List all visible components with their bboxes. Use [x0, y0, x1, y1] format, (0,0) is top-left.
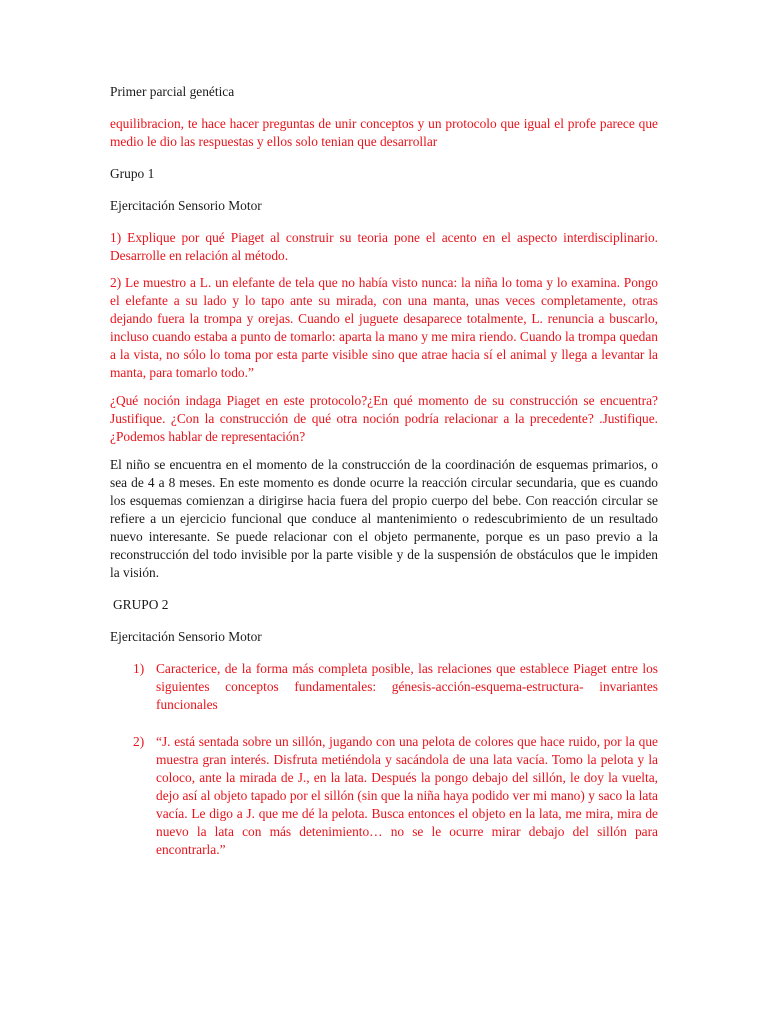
intro-note: equilibracion, te hace hacer preguntas de unir conceptos y un protocolo que igual el profe parece que medio le dio las respuestas y ellos solo tenian que desarrollar — [110, 116, 658, 149]
group2-question-2 — [110, 733, 658, 859]
document-body — [110, 83, 658, 859]
doc-title: Primer parcial genética — [110, 84, 235, 99]
group2-question-1 — [110, 660, 658, 714]
group1-question-3: ¿Qué noción indaga Piaget en este protocolo?¿En qué momento de su construcción se encuentra? Justifique. ¿Con la construcción de qué otra noción podría relacionar a la precedente? .Justifique. ¿Podemos hablar de representación? — [110, 393, 658, 444]
group2-question-2-number: 2) — [133, 734, 145, 749]
group1-answer: El niño se encuentra en el momento de la construcción de la coordinación de esquemas primarios, o sea de 4 a 8 meses. En este momento es donde ocurre la reacción circular secundaria, que es cuando los esquemas comienzan a dirigirse hacia fuera del propio cuerpo del bebe. Con reacción circular se refiere a un ejercicio funcional que conduce al mantenimiento o redescubrimiento de un resultado nuevo interesante. Se puede relacionar con el objeto permanente, porque es un paso previo a la reconstrucción del todo invisible por la parte visible y de la suspensión de obstáculos que le impiden la visión. — [110, 457, 658, 580]
group1-subtitle: Ejercitación Sensorio Motor — [110, 198, 262, 213]
group2-question-list — [110, 660, 658, 859]
group2-subtitle: Ejercitación Sensorio Motor — [110, 629, 262, 644]
group2-question-1-number: 1) — [133, 661, 145, 676]
group1-title: Grupo 1 — [110, 166, 155, 181]
group2-question-2-text: “J. está sentada sobre un sillón, jugando con una pelota de colores que hace ruido, por la que muestra gran interés. Disfruta metiéndola y sacándola de una lata vacía. Tomo la pelota y la coloco, ante la mirada de J., en la lata. Después la pongo debajo del sillón, le doy la vuelta, dejo así al objeto tapado por el sillón (sin que la niña haya podido ver mi mano) y saco la lata vacía. Le digo a J. que me dé la pelota. Busca entonces el objeto en la lata, me mira, mira de nuevo la lata con más detenimiento… no se le ocurre mirar debajo del sillón para encontrarla.” — [156, 734, 658, 857]
group1-question-1: 1) Explique por qué Piaget al construir su teoria pone el acento en el aspecto interdisciplinario. Desarrolle en relación al método. — [110, 230, 658, 263]
group2-title: GRUPO 2 — [113, 597, 169, 612]
group2-question-1-text: Caracterice, de la forma más completa posible, las relaciones que establece Piaget entre los siguientes conceptos fundamentales: génesis-acción-esquema-estructura- invariantes funcionales — [156, 661, 658, 712]
group1-question-2: 2) Le muestro a L. un elefante de tela que no había visto nunca: la niña lo toma y lo examina. Pongo el elefante a su lado y lo tapo ante su mirada, con una manta, unas veces completamente, otras dejando fuera la trompa y orejas. Cuando el juguete desaparece totalmente, L. renuncia a buscarlo, incluso cuando estaba a punto de tomarlo: aparta la mano y me mira riendo. Cuando la trompa quedan a la vista, no sólo lo toma por esta parte visible sino que atrae hacia sí el animal y llega a levantar la manta, para tomarlo todo.” — [110, 275, 658, 380]
